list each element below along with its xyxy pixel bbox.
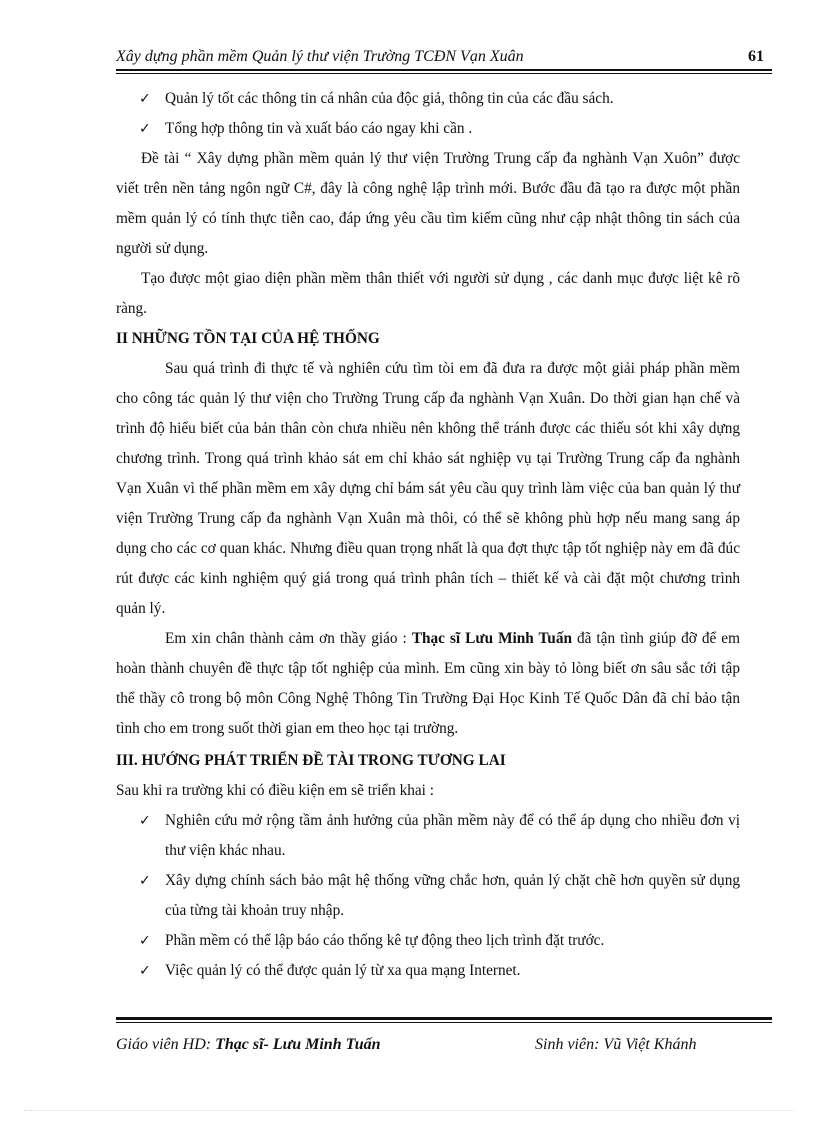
check-icon: ✓ (139, 813, 151, 829)
check-icon: ✓ (139, 91, 151, 107)
section-heading: III. HƯỚNG PHÁT TRIỂN ĐỀ TÀI TRONG TƯƠNG LAI (116, 752, 506, 769)
list-item (116, 114, 740, 144)
paragraph: Đề tài “ Xây dựng phần mềm quản lý thư viện Trường Trung cấp đa nghành Vạn Xuôn” được viết trên nền tảng ngôn ngữ C#, đây là công nghệ lập trình mới. Bước đầu đã tạo ra được một phần mềm quản lý có tính thực tiễn cao, đáp ứng yêu cầu tìm kiếm cũng như cập nhật thông tin sách của người sử dụng. (116, 150, 740, 257)
page-number: 61 (748, 48, 764, 65)
thanks-text: Em xin chân thành cảm ơn thầy giáo : (165, 630, 412, 647)
supervisor-name: Thạc sĩ Lưu Minh Tuấn (411, 630, 572, 647)
check-icon: ✓ (139, 873, 151, 889)
student-name: Vũ Việt Khánh (603, 1036, 697, 1053)
footer-rule (116, 1017, 772, 1020)
list-item-text: Tổng hợp thông tin và xuất báo cáo ngay khi cần . (165, 120, 473, 137)
list-item-text: Xây dựng chính sách bảo mật hệ thống vững chắc hơn, quản lý chặt chẽ hơn quyền sử dụng của từng tài khoản truy nhập. (165, 872, 740, 919)
list-item (116, 866, 740, 926)
body-content (116, 84, 740, 986)
section-heading: II NHỮNG TỒN TẠI CỦA HỆ THỐNG (116, 330, 380, 347)
teacher-name: Thạc sĩ- Lưu Minh Tuấn (215, 1036, 381, 1053)
header-title: Xây dựng phần mềm Quản lý thư viện Trường TCĐN Vạn Xuân (116, 48, 524, 65)
paragraph (116, 624, 740, 744)
header-rule (116, 69, 772, 71)
list-item-text: Quản lý tốt các thông tin cá nhân của độc giả, thông tin của các đầu sách. (165, 90, 614, 107)
footer-teacher (116, 1036, 381, 1054)
header-rule-thin (116, 73, 772, 74)
check-icon: ✓ (139, 121, 151, 137)
list-item-text: Việc quản lý có thể được quản lý từ xa qua mạng Internet. (165, 962, 521, 979)
student-label: Sinh viên: (535, 1036, 604, 1053)
thanks-text-continued: đã tận tình giúp đỡ để em hoàn thành chuyên đề thực tập tốt nghiệp của mình. Em cũng xin bày tỏ lòng biết ơn sâu sắc tới tập thể thầy cô trong bộ môn Công Nghệ Thông Tin Trường Đại Học Kinh Tế Quốc Dân đã chỉ bảo tận tình cho em trong suốt thời gian em theo học tại trường. (116, 630, 740, 737)
teacher-label: Giáo viên HD: (116, 1036, 216, 1053)
list-item (116, 806, 740, 866)
page-edge-dotted-line (24, 1110, 794, 1111)
check-icon: ✓ (139, 963, 151, 979)
paragraph: Sau quá trình đi thực tế và nghiên cứu tìm tòi em đã đưa ra được một giải pháp phần mềm cho công tác quản lý thư viện cho Trường Trung cấp đa nghành Vạn Xuân. Do thời gian hạn chế và trình độ hiểu biết của bản thân còn chưa nhiều nên không thể tránh được các thiếu sót khi xây dựng chương trình. Trong quá trình khảo sát em chỉ khảo sát nghiệp vụ tại Trường Trung cấp đa nghành Vạn Xuân vì thế phần mềm em xây dựng chỉ bám sát yêu cầu quy trình làm việc của ban quản lý thư viện Trường Trung cấp đa nghành Vạn Xuân mà thôi, có thể sẽ không phù hợp nếu mang sang áp dụng cho các cơ quan khác. Nhưng điều quan trọng nhất là qua đợt thực tập tốt nghiệp này em đã đúc rút được các kinh nghiệm quý giá trong quá trình phân tích – thiết kế và cài đặt một chương trình quản lý. (116, 360, 740, 617)
paragraph: Sau khi ra trường khi có điều kiện em sẽ triển khai : (116, 782, 434, 799)
list-item (116, 84, 740, 114)
page-header (116, 44, 772, 70)
list-item (116, 956, 740, 986)
footer-rule-thin (116, 1022, 772, 1023)
footer-student (535, 1036, 696, 1054)
list-item-text: Nghiên cứu mở rộng tầm ảnh hưởng của phần mềm này để có thể áp dụng cho nhiều đơn vị thư viện khác nhau. (165, 812, 740, 859)
paragraph: Tạo được một giao diện phần mềm thân thiết với người sử dụng , các danh mục được liệt kê rõ ràng. (116, 270, 740, 317)
list-item-text: Phần mềm có thể lập báo cáo thống kê tự động theo lịch trình đặt trước. (165, 932, 605, 949)
check-icon: ✓ (139, 933, 151, 949)
list-item (116, 926, 740, 956)
